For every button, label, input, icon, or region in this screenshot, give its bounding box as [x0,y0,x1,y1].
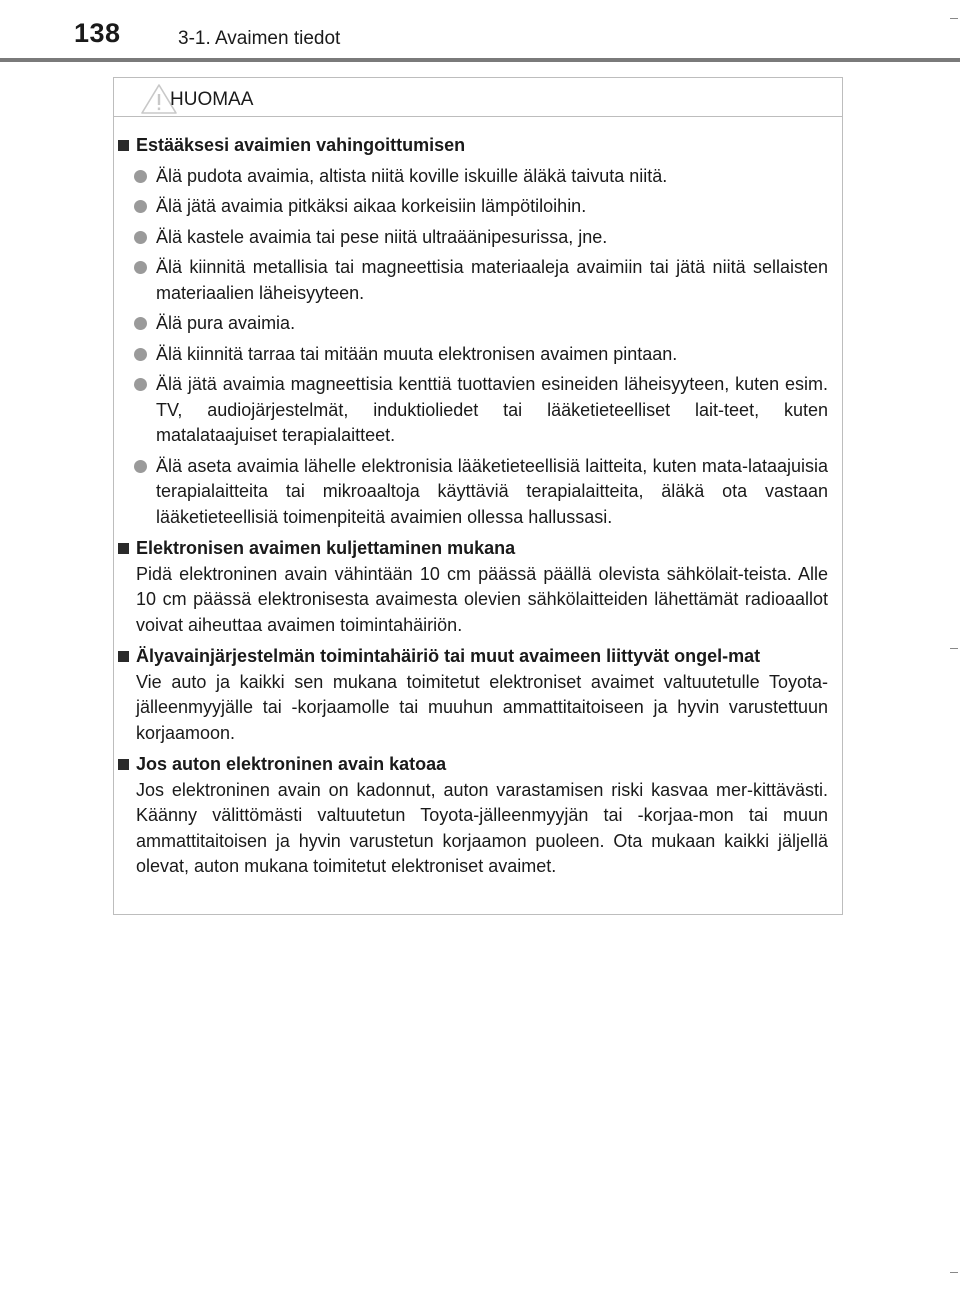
circle-bullet-icon [134,200,147,213]
list-item [114,164,842,190]
section-heading [114,644,842,670]
section-paragraph: Jos elektroninen avain on kadonnut, auton varastamisen riski kasvaa mer-kittävästi. Käänny välittömästi valtuutetun Toyota-jälleenmyyjän tai -korjaa-mon tai muun ammattitaitoisen ja hyvin varustetun korjaamon puoleen. Ota mukaan kaikki jäljellä olevat, auton mukana toimitetut elektroniset avaimet. [136,779,828,876]
list-item [114,255,842,306]
square-bullet-icon [118,140,129,151]
circle-bullet-icon [134,317,147,330]
bullet-list [114,164,842,531]
section-heading [114,752,842,778]
section-lost-key [114,752,842,880]
circle-bullet-icon [134,170,147,183]
list-item-text: Älä pura avaimia. [156,313,296,333]
circle-bullet-icon [134,378,147,391]
section-paragraph: Pidä elektroninen avain vähintään 10 cm päässä päällä olevista sähkölait-teista. Alle 10 cm päässä elektronisesta avaimesta olevien sähkölaitteiden lähettämät radioaallot voivat aiheuttaa avaimen toimintahäiriön. [136,563,828,635]
section-heading [114,536,842,562]
crop-mark [950,18,958,19]
notice-box [113,77,843,915]
circle-bullet-icon [134,231,147,244]
page-number: 138 [74,18,121,48]
notice-content [114,133,842,886]
crop-mark [950,648,958,649]
square-bullet-icon [118,651,129,662]
list-item-text: Älä kastele avaimia tai pese niitä ultraäänipesurissa, jne. [156,226,608,247]
section-carrying-key [114,536,842,638]
heading-text: Elektronisen avaimen kuljettaminen mukana [136,538,516,558]
notice-header [114,78,842,117]
list-item-text: Älä jätä avaimia pitkäksi aikaa korkeisiin lämpötiloihin. [156,196,587,216]
list-item [114,194,842,220]
header-rule [0,58,960,62]
list-item-text: Älä pudota avaimia, altista niitä koville iskuille äläkä taivuta niitä. [156,165,668,186]
square-bullet-icon [118,759,129,770]
circle-bullet-icon [134,261,147,274]
heading-text: Älyavainjärjestelmän toimintahäiriö tai muut avaimeen liittyvät ongel-mat [136,646,761,666]
heading-text: Estääksesi avaimien vahingoittumisen [136,135,466,155]
section-paragraph: Vie auto ja kaikki sen mukana toimitetut elektroniset avaimet valtuutetulle Toyota-jälleenmyyjälle tai -korjaamolle tai muuhun ammattitaitoiseen ja hyvin varustettuun korjaamoon. [136,671,828,743]
list-item [114,342,842,368]
list-item-text: Älä jätä avaimia magneettisia kenttiä tuottavien esineiden läheisyyteen, kuten esim. TV, audiojärjestelmät, induktioliedet tai lääketieteelliset lait-teet, kuten matalataajuiset terapialaitteet. [156,374,828,445]
circle-bullet-icon [134,460,147,473]
section-heading [114,133,842,159]
section-key-damage [114,133,842,530]
list-item [114,225,842,251]
crop-mark [950,1272,958,1273]
square-bullet-icon [118,543,129,554]
list-item-text: Älä aseta avaimia lähelle elektronisia lääketieteellisiä laitteita, kuten mata-lataajuisia terapialaitteita tai mikroaaltoja käyttäviä terapialaitteita, äläkä ota vastaan lääketieteellisiä toimenpiteitä avaimien ollessa hallussasi. [156,455,828,527]
list-item [114,454,842,531]
heading-text: Jos auton elektroninen avain katoaa [136,754,447,774]
circle-bullet-icon [134,348,147,361]
list-item [114,311,842,337]
list-item-text: Älä kiinnitä metallisia tai magneettisia materiaaleja avaimiin tai jätä niitä sellaisten materiaalien läheisyyteen. [156,257,828,303]
section-malfunction [114,644,842,746]
notice-label: HUOMAA [170,89,254,110]
list-item-text: Älä kiinnitä tarraa tai mitään muuta elektronisen avaimen pintaan. [156,343,678,364]
section-title: 3-1. Avaimen tiedot [178,28,341,49]
list-item [114,372,842,449]
